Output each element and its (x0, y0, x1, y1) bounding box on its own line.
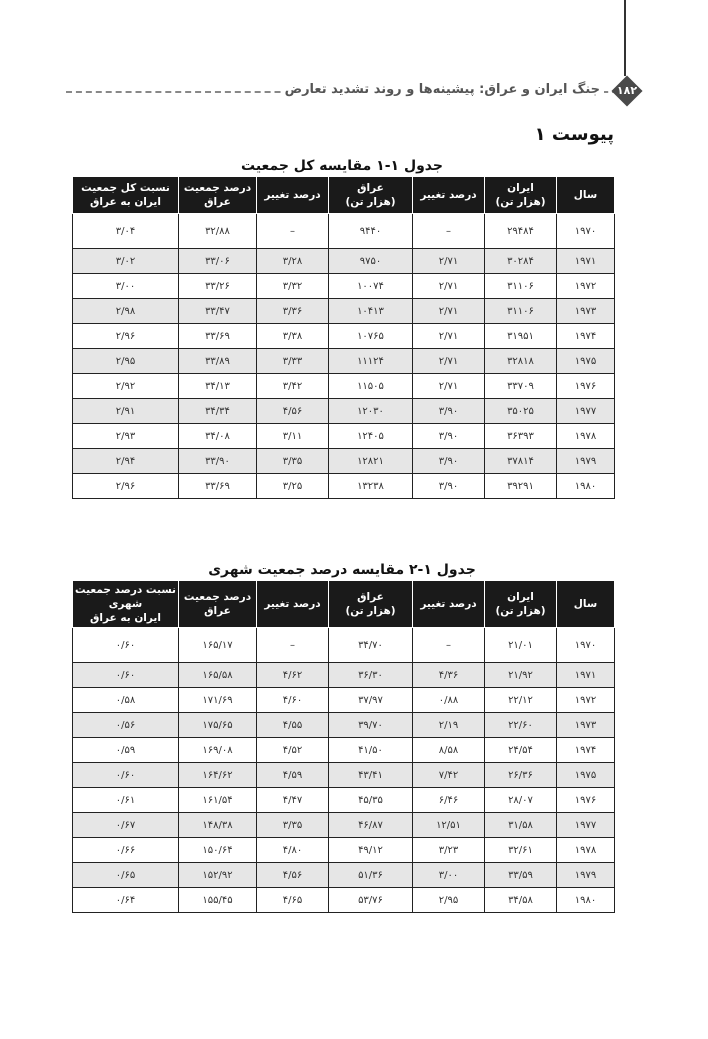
table-cell: ۱۹۷۹ (557, 863, 615, 888)
table-cell: ۱۶۱/۵۴ (179, 788, 257, 813)
appendix-title: پیوست ۱ (534, 124, 614, 145)
table-cell: ۳۳/۵۹ (485, 863, 557, 888)
table-row (73, 713, 615, 738)
table1-caption: جدول ۱-۱ مقایسه کل جمعیت (241, 158, 443, 174)
table-cell: ۱۶۵/۵۸ (179, 663, 257, 688)
table-cell: ۴۵/۳۵ (329, 788, 413, 813)
table-cell: ۱۶۵/۱۷ (179, 628, 257, 663)
table-cell: ۱۹۷۹ (557, 449, 615, 474)
table-cell: ۱۹۷۷ (557, 813, 615, 838)
table-cell: – (413, 628, 485, 663)
table-cell: ۰/۶۱ (73, 788, 179, 813)
table-cell: ۳۲/۶۱ (485, 838, 557, 863)
table-cell: ۱۹۷۰ (557, 214, 615, 249)
table-row (73, 788, 615, 813)
table-row (73, 738, 615, 763)
table-cell: ۳۱۹۵۱ (485, 324, 557, 349)
table-cell: ۴/۵۲ (257, 738, 329, 763)
table-cell: ۱۹۷۴ (557, 324, 615, 349)
table2-header-cell: ایران (هزار تن) (485, 581, 557, 628)
table-cell: ۲۹۴۸۴ (485, 214, 557, 249)
table-row (73, 838, 615, 863)
table-cell: ۳۴/۰۸ (179, 424, 257, 449)
table-cell: ۳۱۱۰۶ (485, 274, 557, 299)
table-cell: ۰/۶۰ (73, 663, 179, 688)
table-cell: ۴/۳۶ (413, 663, 485, 688)
table-cell: ۴۳/۴۱ (329, 763, 413, 788)
table1-header-row (73, 177, 615, 214)
table-cell: ۳۶۳۹۳ (485, 424, 557, 449)
table-cell: ۳/۳۶ (257, 299, 329, 324)
table-row (73, 324, 615, 349)
table-cell: ۱۹۷۳ (557, 299, 615, 324)
table-cell: ۳۳/۴۷ (179, 299, 257, 324)
table-row (73, 863, 615, 888)
table-cell: ۳۷/۹۷ (329, 688, 413, 713)
table-cell: ۱۲۰۳۰ (329, 399, 413, 424)
table-cell: ۳/۳۲ (257, 274, 329, 299)
table2-header-cell: درصد تغییر (257, 581, 329, 628)
table-cell: ۲/۹۵ (73, 349, 179, 374)
table-cell: ۴/۵۶ (257, 863, 329, 888)
table-cell: ۱۹۷۵ (557, 763, 615, 788)
table-cell: ۱۹۷۸ (557, 424, 615, 449)
table-cell: ۱۹۷۶ (557, 374, 615, 399)
table-cell: ۹۴۴۰ (329, 214, 413, 249)
table-cell: ۳/۹۰ (413, 424, 485, 449)
table-cell: ۱۹۷۱ (557, 249, 615, 274)
table-cell: ۲/۷۱ (413, 324, 485, 349)
table-row (73, 274, 615, 299)
table1-header-cell: درصد تغییر (413, 177, 485, 214)
table-cell: ۲/۹۶ (73, 324, 179, 349)
table-cell: – (413, 214, 485, 249)
table-cell: ۱۷۵/۶۵ (179, 713, 257, 738)
table-cell: ۲۶/۳۶ (485, 763, 557, 788)
table-cell: ۱۰۴۱۳ (329, 299, 413, 324)
table-cell: ۲۲/۱۲ (485, 688, 557, 713)
table2-header-cell: نسبت درصد جمعیت شهری ایران به عراق (73, 581, 179, 628)
table-cell: ۴/۸۰ (257, 838, 329, 863)
table-cell: ۳/۲۳ (413, 838, 485, 863)
table-cell: ۳/۰۴ (73, 214, 179, 249)
table-cell: ۰/۶۴ (73, 888, 179, 913)
table-cell: ۱۲۴۰۵ (329, 424, 413, 449)
table-cell: ۳۷۸۱۴ (485, 449, 557, 474)
top-vertical-rule (624, 0, 626, 76)
table-cell: ۵۳/۷۶ (329, 888, 413, 913)
table-cell: ۰/۶۰ (73, 628, 179, 663)
table-cell: ۲/۹۲ (73, 374, 179, 399)
table-cell: ۴۹/۱۲ (329, 838, 413, 863)
table-row (73, 449, 615, 474)
table2-header-cell: سال (557, 581, 615, 628)
table-cell: ۳۴/۷۰ (329, 628, 413, 663)
table-cell: ۱۹۷۳ (557, 713, 615, 738)
table-cell: ۱۹۷۶ (557, 788, 615, 813)
table-cell: ۱۳۲۳۸ (329, 474, 413, 499)
table-cell: ۳۱۱۰۶ (485, 299, 557, 324)
table-cell: ۳/۰۲ (73, 249, 179, 274)
table-cell: ۳/۰۰ (73, 274, 179, 299)
table-cell: ۱۹۷۰ (557, 628, 615, 663)
table-cell: ۱۹۷۸ (557, 838, 615, 863)
table-cell: ۱۵۵/۴۵ (179, 888, 257, 913)
table1-header-cell: ایران (هزار تن) (485, 177, 557, 214)
table-cell: ۱۹۷۲ (557, 688, 615, 713)
table-cell: ۱۹۸۰ (557, 888, 615, 913)
table-row (73, 663, 615, 688)
table-cell: ۴۱/۵۰ (329, 738, 413, 763)
table-cell: ۳۳/۸۹ (179, 349, 257, 374)
table-row (73, 474, 615, 499)
table-cell: ۳/۲۵ (257, 474, 329, 499)
table-cell: ۳۰۲۸۴ (485, 249, 557, 274)
table-cell: ۳۴/۵۸ (485, 888, 557, 913)
table-cell: ۲۱/۹۲ (485, 663, 557, 688)
table-cell: ۴/۵۹ (257, 763, 329, 788)
table-row (73, 349, 615, 374)
table-cell: ۱۶۹/۰۸ (179, 738, 257, 763)
table-row (73, 813, 615, 838)
table2-urban-population (72, 580, 615, 913)
table2-header-cell: عراق (هزار تن) (329, 581, 413, 628)
table-cell: ۰/۶۵ (73, 863, 179, 888)
page-number: ۱۸۲ (616, 84, 638, 97)
table-cell: ۹۷۵۰ (329, 249, 413, 274)
table-cell: ۴/۶۵ (257, 888, 329, 913)
table-cell: ۱۹۷۲ (557, 274, 615, 299)
table-cell: ۱۹۸۰ (557, 474, 615, 499)
table-cell: ۱۲/۵۱ (413, 813, 485, 838)
table-cell: ۳/۳۵ (257, 813, 329, 838)
table-cell: ۰/۶۶ (73, 838, 179, 863)
table-cell: ۰/۶۷ (73, 813, 179, 838)
table-cell: ۳۲/۸۸ (179, 214, 257, 249)
table-row (73, 214, 615, 249)
table-cell: ۴۶/۸۷ (329, 813, 413, 838)
table-cell: ۳۳/۶۹ (179, 474, 257, 499)
table-row (73, 374, 615, 399)
table-cell: ۳/۳۵ (257, 449, 329, 474)
table-cell: ۷/۴۲ (413, 763, 485, 788)
table-cell: ۳/۰۰ (413, 863, 485, 888)
table-cell: ۳/۹۰ (413, 474, 485, 499)
table1-header-cell: سال (557, 177, 615, 214)
table-cell: ۲/۹۴ (73, 449, 179, 474)
table1-header-cell: درصد جمعیت عراق (179, 177, 257, 214)
table-cell: ۲/۹۳ (73, 424, 179, 449)
table-cell: ۲/۷۱ (413, 299, 485, 324)
table-cell: ۳۹۲۹۱ (485, 474, 557, 499)
table-cell: ۲/۱۹ (413, 713, 485, 738)
table2-header-cell: درصد تغییر (413, 581, 485, 628)
table-cell: ۱۵۰/۶۴ (179, 838, 257, 863)
table-cell: ۳۳/۹۰ (179, 449, 257, 474)
table-cell: ۱۱۵۰۵ (329, 374, 413, 399)
table-cell: ۶/۴۶ (413, 788, 485, 813)
table-cell: ۰/۵۹ (73, 738, 179, 763)
table-cell: ۱۰۷۶۵ (329, 324, 413, 349)
table-cell: – (257, 214, 329, 249)
table-cell: ۱۰۰۷۴ (329, 274, 413, 299)
table1-total-population (72, 176, 615, 499)
table-cell: ۱۹۷۱ (557, 663, 615, 688)
table-row (73, 763, 615, 788)
table-cell: ۳/۹۰ (413, 399, 485, 424)
table-row (73, 628, 615, 663)
table-cell: ۲/۷۱ (413, 349, 485, 374)
table-cell: ۰/۵۶ (73, 713, 179, 738)
table-cell: ۲۸/۰۷ (485, 788, 557, 813)
table-cell: ۳/۳۳ (257, 349, 329, 374)
running-title: جنگ ایران و عراق: پیشینه‌ها و روند تشدید تعارض (281, 82, 604, 97)
table-cell: ۳/۳۸ (257, 324, 329, 349)
table-cell: ۲/۹۵ (413, 888, 485, 913)
table-row (73, 424, 615, 449)
table2-header-cell: درصد جمعیت عراق (179, 581, 257, 628)
table-cell: ۱۹۷۴ (557, 738, 615, 763)
table-cell: ۲/۹۶ (73, 474, 179, 499)
table-cell: ۴/۵۶ (257, 399, 329, 424)
table-cell: ۱۶۴/۶۲ (179, 763, 257, 788)
table-cell: ۲۲/۶۰ (485, 713, 557, 738)
table-cell: ۳۹/۷۰ (329, 713, 413, 738)
table-cell: ۱۴۸/۳۸ (179, 813, 257, 838)
table2-header-row (73, 581, 615, 628)
table-cell: ۱۲۸۲۱ (329, 449, 413, 474)
running-header (66, 80, 638, 106)
table-row (73, 399, 615, 424)
table-cell: ۴/۴۷ (257, 788, 329, 813)
table-cell: ۳۱/۵۸ (485, 813, 557, 838)
table-cell: ۳۳/۲۶ (179, 274, 257, 299)
table-cell: ۱۱۱۲۴ (329, 349, 413, 374)
table-cell: ۲/۹۸ (73, 299, 179, 324)
table-cell: ۲/۷۱ (413, 274, 485, 299)
table1-header-cell: عراق (هزار تن) (329, 177, 413, 214)
table-row (73, 249, 615, 274)
table-row (73, 688, 615, 713)
table-cell: ۳۶/۳۰ (329, 663, 413, 688)
table-row (73, 888, 615, 913)
table-cell: ۲۴/۵۴ (485, 738, 557, 763)
table-cell: ۳۴/۳۴ (179, 399, 257, 424)
table-cell: ۲/۹۱ (73, 399, 179, 424)
table-cell: ۳۵۰۲۵ (485, 399, 557, 424)
table-cell: ۳/۲۸ (257, 249, 329, 274)
table-cell: ۸/۵۸ (413, 738, 485, 763)
table1-header-cell: درصد تغییر (257, 177, 329, 214)
table-row (73, 299, 615, 324)
table-cell: ۴/۶۲ (257, 663, 329, 688)
table-cell: ۴/۵۵ (257, 713, 329, 738)
table-cell: ۰/۶۰ (73, 763, 179, 788)
table-cell: ۱۵۲/۹۲ (179, 863, 257, 888)
table-cell: ۰/۵۸ (73, 688, 179, 713)
table-cell: ۰/۸۸ (413, 688, 485, 713)
table-cell: ۳۴/۱۳ (179, 374, 257, 399)
table-cell: ۳۳/۰۶ (179, 249, 257, 274)
table-cell: ۳/۹۰ (413, 449, 485, 474)
table-cell: ۱۹۷۷ (557, 399, 615, 424)
table-cell: ۱۹۷۵ (557, 349, 615, 374)
table-cell: ۳۳۷۰۹ (485, 374, 557, 399)
table2-caption: جدول ۱-۲ مقایسه درصد جمعیت شهری (208, 562, 476, 578)
table-cell: ۲/۷۱ (413, 374, 485, 399)
table1-header-cell: نسبت کل جمعیت ایران به عراق (73, 177, 179, 214)
table-cell: ۲/۷۱ (413, 249, 485, 274)
table-cell: – (257, 628, 329, 663)
table-cell: ۳/۱۱ (257, 424, 329, 449)
table-cell: ۳/۴۲ (257, 374, 329, 399)
table-cell: ۴/۶۰ (257, 688, 329, 713)
table-cell: ۳۳/۶۹ (179, 324, 257, 349)
table-cell: ۲۱/۰۱ (485, 628, 557, 663)
table-cell: ۳۲۸۱۸ (485, 349, 557, 374)
table-cell: ۵۱/۳۶ (329, 863, 413, 888)
table-cell: ۱۷۱/۶۹ (179, 688, 257, 713)
